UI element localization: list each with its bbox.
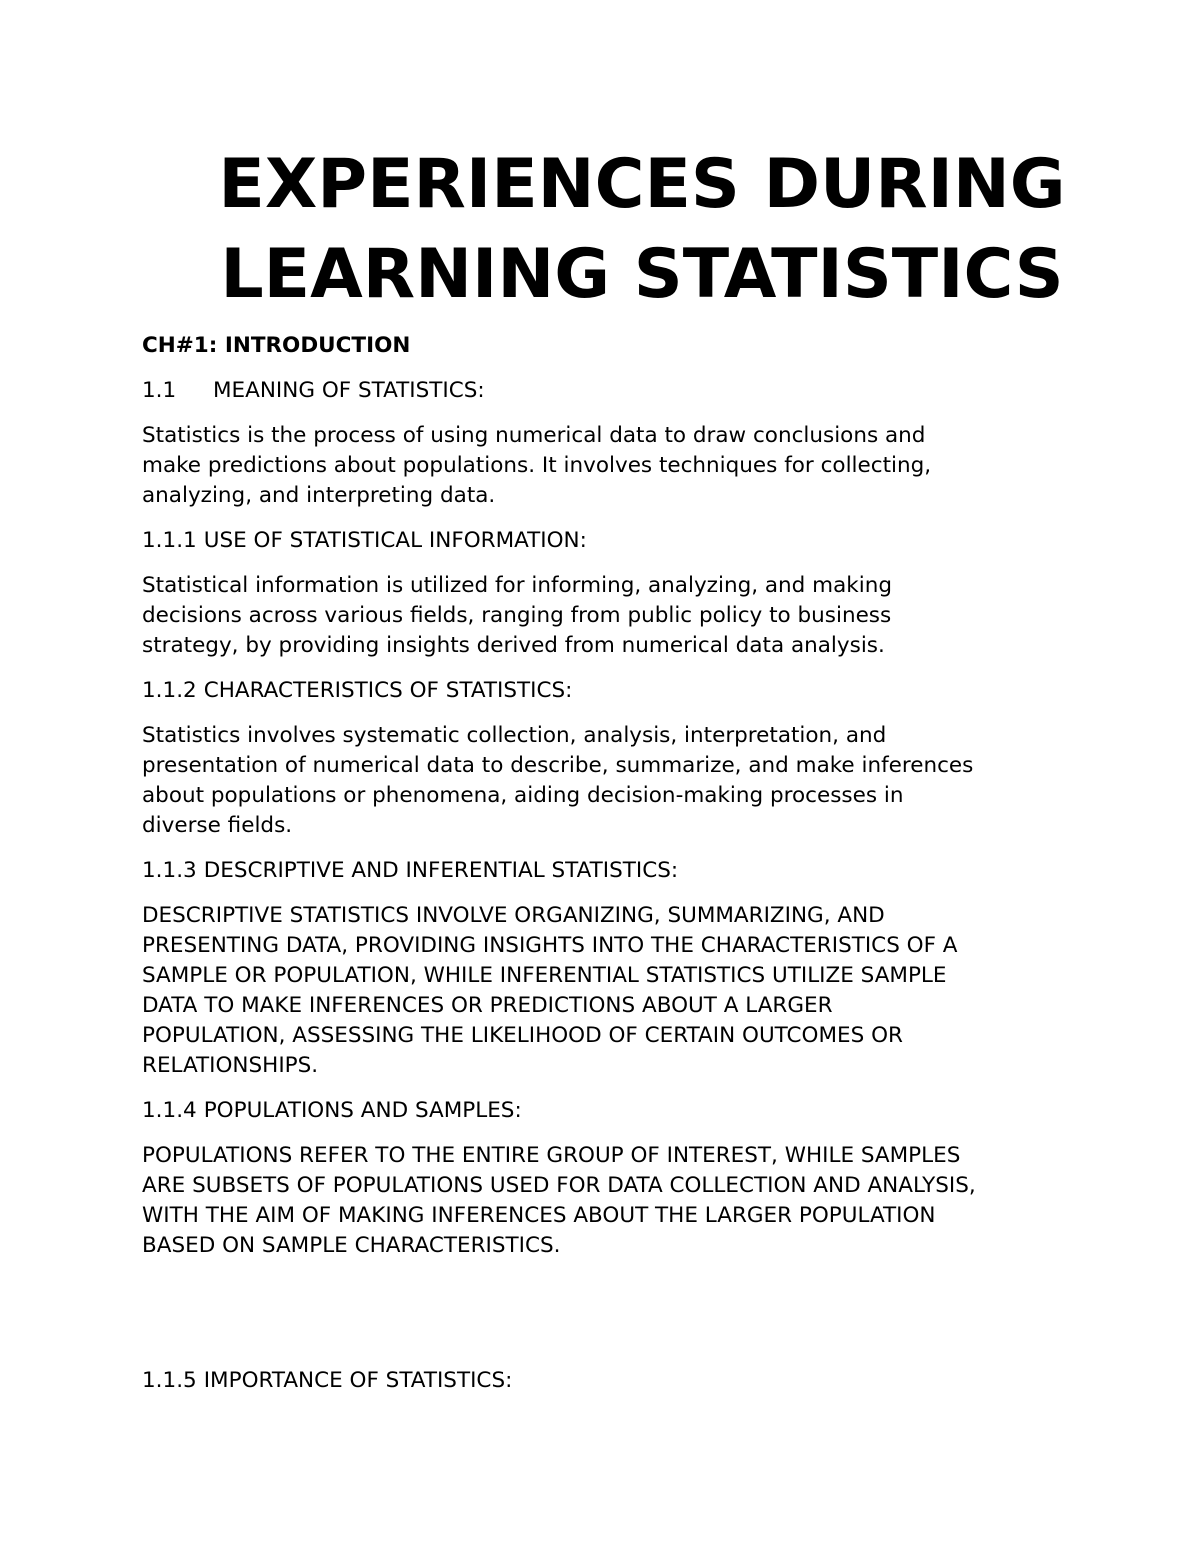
section-heading-1-1-3: [142, 856, 1082, 886]
section-number: 1.1.4: [142, 1098, 197, 1123]
section-title: CHARACTERISTICS OF STATISTICS:: [203, 678, 573, 703]
section-paragraph-1-1-4: [142, 1141, 1082, 1261]
paragraph-line: decisions across various fields, ranging from public policy to business: [142, 603, 892, 628]
title-line-2: LEARNING STATISTICS: [220, 235, 1064, 314]
paragraph-line: RELATIONSHIPS.: [142, 1053, 319, 1078]
section-heading-1-1: [142, 376, 1082, 406]
section-number: 1.1.5: [142, 1368, 197, 1393]
paragraph-line: BASED ON SAMPLE CHARACTERISTICS.: [142, 1233, 561, 1258]
section-title: POPULATIONS AND SAMPLES:: [203, 1098, 522, 1123]
section-paragraph-1-1-3: [142, 901, 1082, 1081]
section-title: MEANING OF STATISTICS:: [213, 378, 485, 403]
paragraph-line: make predictions about populations. It involves techniques for collecting,: [142, 453, 932, 478]
paragraph-line: Statistics is the process of using numerical data to draw conclusions and: [142, 423, 926, 448]
section-number: 1.1.2: [142, 678, 197, 703]
section-heading-1-1-4: [142, 1096, 1082, 1126]
paragraph-line: strategy, by providing insights derived from numerical data analysis.: [142, 633, 885, 658]
section-heading-1-1-2: [142, 676, 1082, 706]
blank-space: [142, 1276, 1082, 1366]
section-paragraph-1-1-1: [142, 571, 1082, 661]
paragraph-line: DATA TO MAKE INFERENCES OR PREDICTIONS ABOUT A LARGER: [142, 993, 833, 1018]
paragraph-line: ARE SUBSETS OF POPULATIONS USED FOR DATA COLLECTION AND ANALYSIS,: [142, 1173, 976, 1198]
document-body: [142, 331, 1082, 1411]
section-heading-1-1-5: [142, 1366, 1082, 1396]
section-title: USE OF STATISTICAL INFORMATION:: [203, 528, 587, 553]
section-number: 1.1.3: [142, 858, 197, 883]
paragraph-line: analyzing, and interpreting data.: [142, 483, 496, 508]
paragraph-line: Statistics involves systematic collection, analysis, interpretation, and: [142, 723, 887, 748]
document-title: [142, 140, 1142, 320]
paragraph-line: DESCRIPTIVE STATISTICS INVOLVE ORGANIZING, SUMMARIZING, AND: [142, 903, 885, 928]
section-paragraph-1-1-2: [142, 721, 1082, 841]
paragraph-line: SAMPLE OR POPULATION, WHILE INFERENTIAL STATISTICS UTILIZE SAMPLE: [142, 963, 947, 988]
section-paragraph-1-1: [142, 421, 1082, 511]
section-number: 1.1.1: [142, 528, 197, 553]
paragraph-line: POPULATION, ASSESSING THE LIKELIHOOD OF CERTAIN OUTCOMES OR: [142, 1023, 903, 1048]
paragraph-line: Statistical information is utilized for informing, analyzing, and making: [142, 573, 892, 598]
chapter-heading: CH#1: INTRODUCTION: [142, 333, 411, 358]
section-title: IMPORTANCE OF STATISTICS:: [203, 1368, 513, 1393]
paragraph-line: presentation of numerical data to describe, summarize, and make inferences: [142, 753, 974, 778]
section-number: 1.1: [142, 378, 177, 403]
paragraph-line: about populations or phenomena, aiding decision-making processes in: [142, 783, 904, 808]
title-line-1: EXPERIENCES DURING: [218, 145, 1066, 224]
paragraph-line: diverse fields.: [142, 813, 293, 838]
paragraph-line: POPULATIONS REFER TO THE ENTIRE GROUP OF INTEREST, WHILE SAMPLES: [142, 1143, 961, 1168]
paragraph-line: WITH THE AIM OF MAKING INFERENCES ABOUT THE LARGER POPULATION: [142, 1203, 936, 1228]
section-heading-1-1-1: [142, 526, 1082, 556]
paragraph-line: PRESENTING DATA, PROVIDING INSIGHTS INTO THE CHARACTERISTICS OF A: [142, 933, 958, 958]
section-title: DESCRIPTIVE AND INFERENTIAL STATISTICS:: [203, 858, 679, 883]
